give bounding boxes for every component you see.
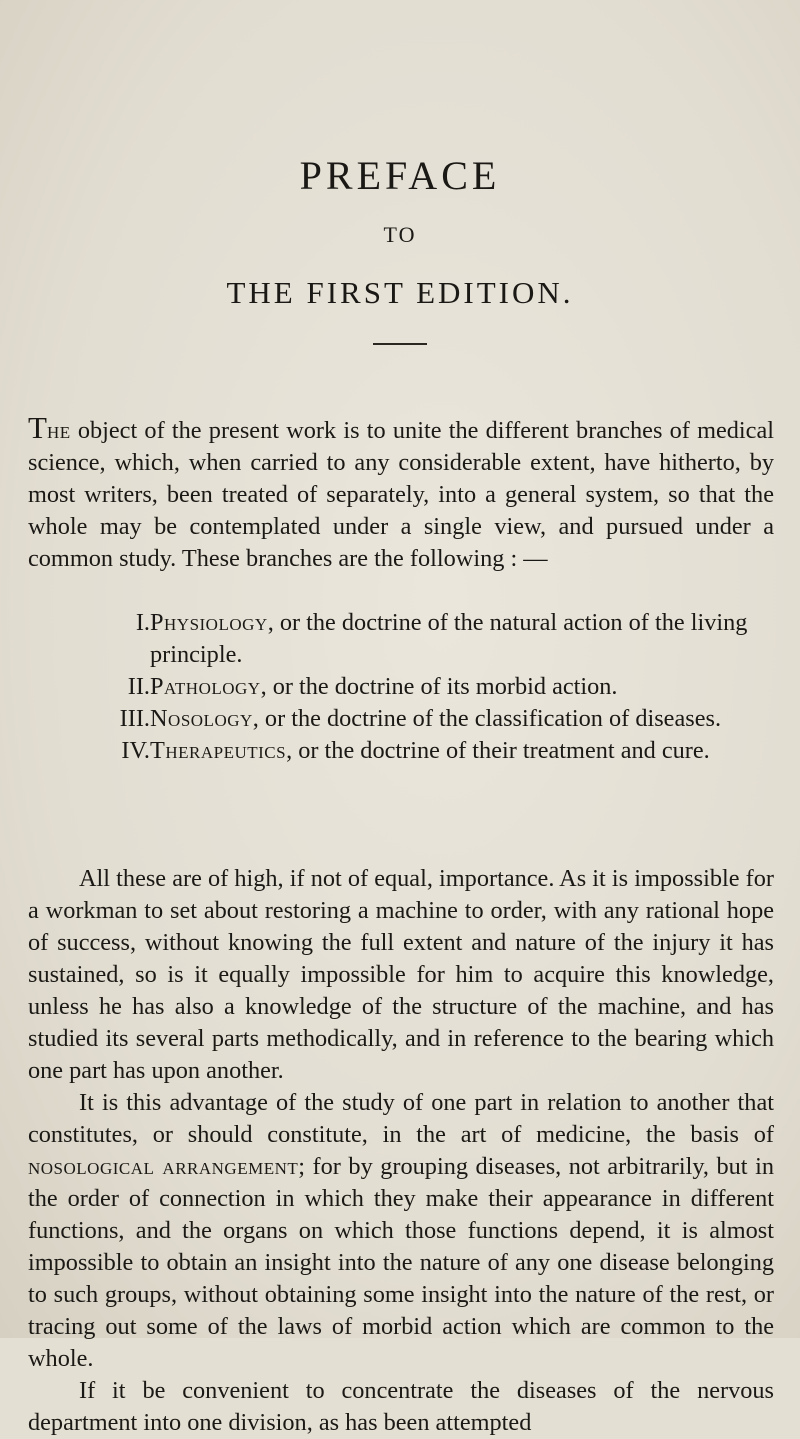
list-item-term: Nosology <box>150 705 253 732</box>
list-item <box>28 735 774 767</box>
list-item-number: II. <box>127 673 150 700</box>
intro-paragraph <box>28 410 774 575</box>
list-item-desc: , or the doctrine of the classification of diseases. <box>252 705 722 732</box>
drop-cap: T <box>28 410 47 445</box>
paragraph-3-part: ; for by grouping diseases, not arbitrarily, but in the order of connection in which they make their appearance in different functions, and the organs on which those functions depend, it is almost impossible to obtain an insight into the nature of any one disease belonging to such groups, without obtaining some insight into the nature of the rest, or tracing out some of the laws of morbid action which are common to the whole. <box>28 1153 774 1372</box>
paragraph-3 <box>28 1087 774 1375</box>
list-item-term: Pathology <box>150 673 261 700</box>
paragraph-4: If it be convenient to concentrate the diseases of the nervous department into one division, as has been attempted <box>28 1377 774 1436</box>
preface-subtitle: THE FIRST EDITION. <box>226 275 574 310</box>
nosological-arrangement: nosological arrangement <box>28 1153 299 1180</box>
paragraph-3-part: It is this advantage of the study of one part in relation to another that constitutes, or should constitute, in the art of medicine, the basis of <box>28 1089 774 1148</box>
body-text <box>28 863 774 1439</box>
list-item-number: I. <box>135 609 150 636</box>
paragraph-2: All these are of high, if not of equal, importance. As it is impossible for a workman to set about restoring a machine to order, with any rational hope of success, without knowing the full extent and nature of the injury it has sustained, so is it equally impossible for him to acquire this knowledge, unless he has also a knowledge of the structure of the machine, and has studied its several parts methodically, and in reference to the bearing which one part has upon another. <box>28 865 774 1084</box>
preface-to: TO <box>383 222 417 247</box>
preface-title: PREFACE <box>299 153 501 198</box>
list-item <box>28 607 774 671</box>
intro-lead: he <box>46 417 71 444</box>
list-item <box>28 671 774 703</box>
list-item <box>28 703 774 735</box>
list-item-desc: , or the doctrine of its morbid action. <box>260 673 618 700</box>
list-item-desc: , or the doctrine of their treatment and cure. <box>286 737 710 764</box>
list-item-term: Physiology <box>150 609 268 636</box>
list-item-desc: , or the doctrine of the natural action of the living principle. <box>150 609 748 668</box>
branch-list <box>28 607 774 767</box>
list-item-number: III. <box>119 705 150 732</box>
list-item-number: IV. <box>121 737 150 764</box>
title-rule <box>373 343 427 345</box>
list-item-term: Therapeutics <box>150 737 287 764</box>
intro-text: object of the present work is to unite the different branches of medical science, which, when carried to any considerable extent, have hitherto, by most writers, been treated of separately, into a general system, so that the whole may be contemplated under a single view, and pursued under a common study. These branches are the following : — <box>28 417 774 572</box>
